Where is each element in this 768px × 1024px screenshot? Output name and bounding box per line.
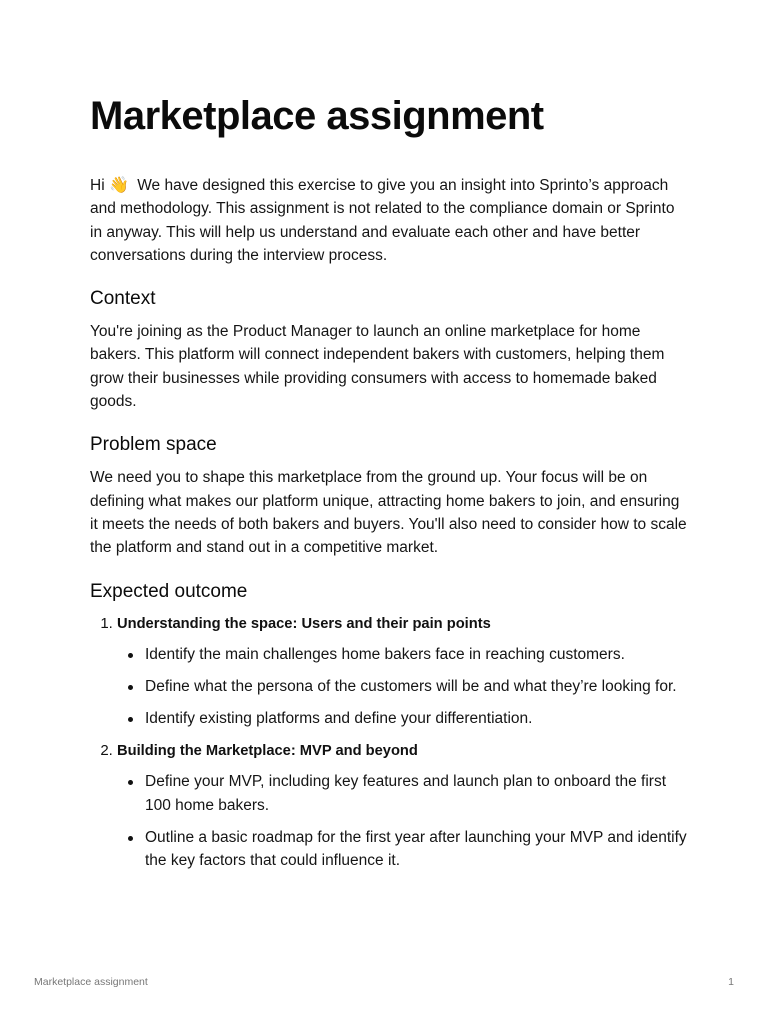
bullet-item <box>145 675 688 698</box>
bullet-dot-icon <box>128 836 133 841</box>
intro-greeting: Hi <box>90 177 105 194</box>
outcome-bullets <box>117 770 688 872</box>
bullet-text: Define your MVP, including key features and launch plan to onboard the first 100 home bakers. <box>145 773 667 814</box>
document-page <box>90 92 688 873</box>
bullet-text: Identify existing platforms and define your differentiation. <box>145 710 533 728</box>
intro-paragraph <box>90 174 688 267</box>
outcome-list <box>90 612 688 873</box>
footer-page-number: 1 <box>728 976 734 988</box>
bullet-text: Define what the persona of the customers will be and what they’re looking for. <box>145 677 677 695</box>
bullet-item <box>145 826 688 873</box>
outcome-item <box>117 612 688 731</box>
outcome-item-title: Understanding the space: Users and their pain points <box>117 615 491 632</box>
bullet-dot-icon <box>128 685 133 690</box>
outcome-heading: Expected outcome <box>90 580 248 602</box>
bullet-item <box>145 770 688 817</box>
outcome-item-title: Building the Marketplace: MVP and beyond <box>117 743 418 760</box>
outcome-item <box>117 739 688 872</box>
bullet-item <box>145 707 688 730</box>
intro-text: We have designed this exercise to give you an insight into Sprinto’s approach and methodology. This assignment is not related to the compliance domain or Sprinto in anyway. This will help us understand and evaluate each other and have better conversations during the interview process. <box>90 177 675 264</box>
bullet-item <box>145 643 688 666</box>
bullet-text: Identify the main challenges home bakers face in reaching customers. <box>145 645 625 663</box>
footer-document-title: Marketplace assignment <box>34 976 148 988</box>
context-heading: Context <box>90 288 156 310</box>
problem-body: We need you to shape this marketplace from the ground up. Your focus will be on defining what makes our platform unique, attracting home bakers to join, and ensuring it meets the needs of both bakers and buyers. You'll also need to consider how to scale the platform and stand out in a competitive market. <box>90 469 687 557</box>
bullet-text: Outline a basic roadmap for the first year after launching your MVP and identify the key factors that could influence it. <box>145 829 687 870</box>
problem-heading: Problem space <box>90 434 217 456</box>
bullet-dot-icon <box>128 653 133 658</box>
page-title: Marketplace assignment <box>90 94 544 138</box>
bullet-dot-icon <box>128 780 133 785</box>
waving-hand-icon: 👋 <box>108 177 129 194</box>
bullet-dot-icon <box>128 717 133 722</box>
outcome-bullets <box>117 643 688 731</box>
context-body: You're joining as the Product Manager to launch an online marketplace for home bakers. This platform will connect independent bakers with customers, helping them grow their businesses while providing consumers with access to homemade baked goods. <box>90 323 665 411</box>
